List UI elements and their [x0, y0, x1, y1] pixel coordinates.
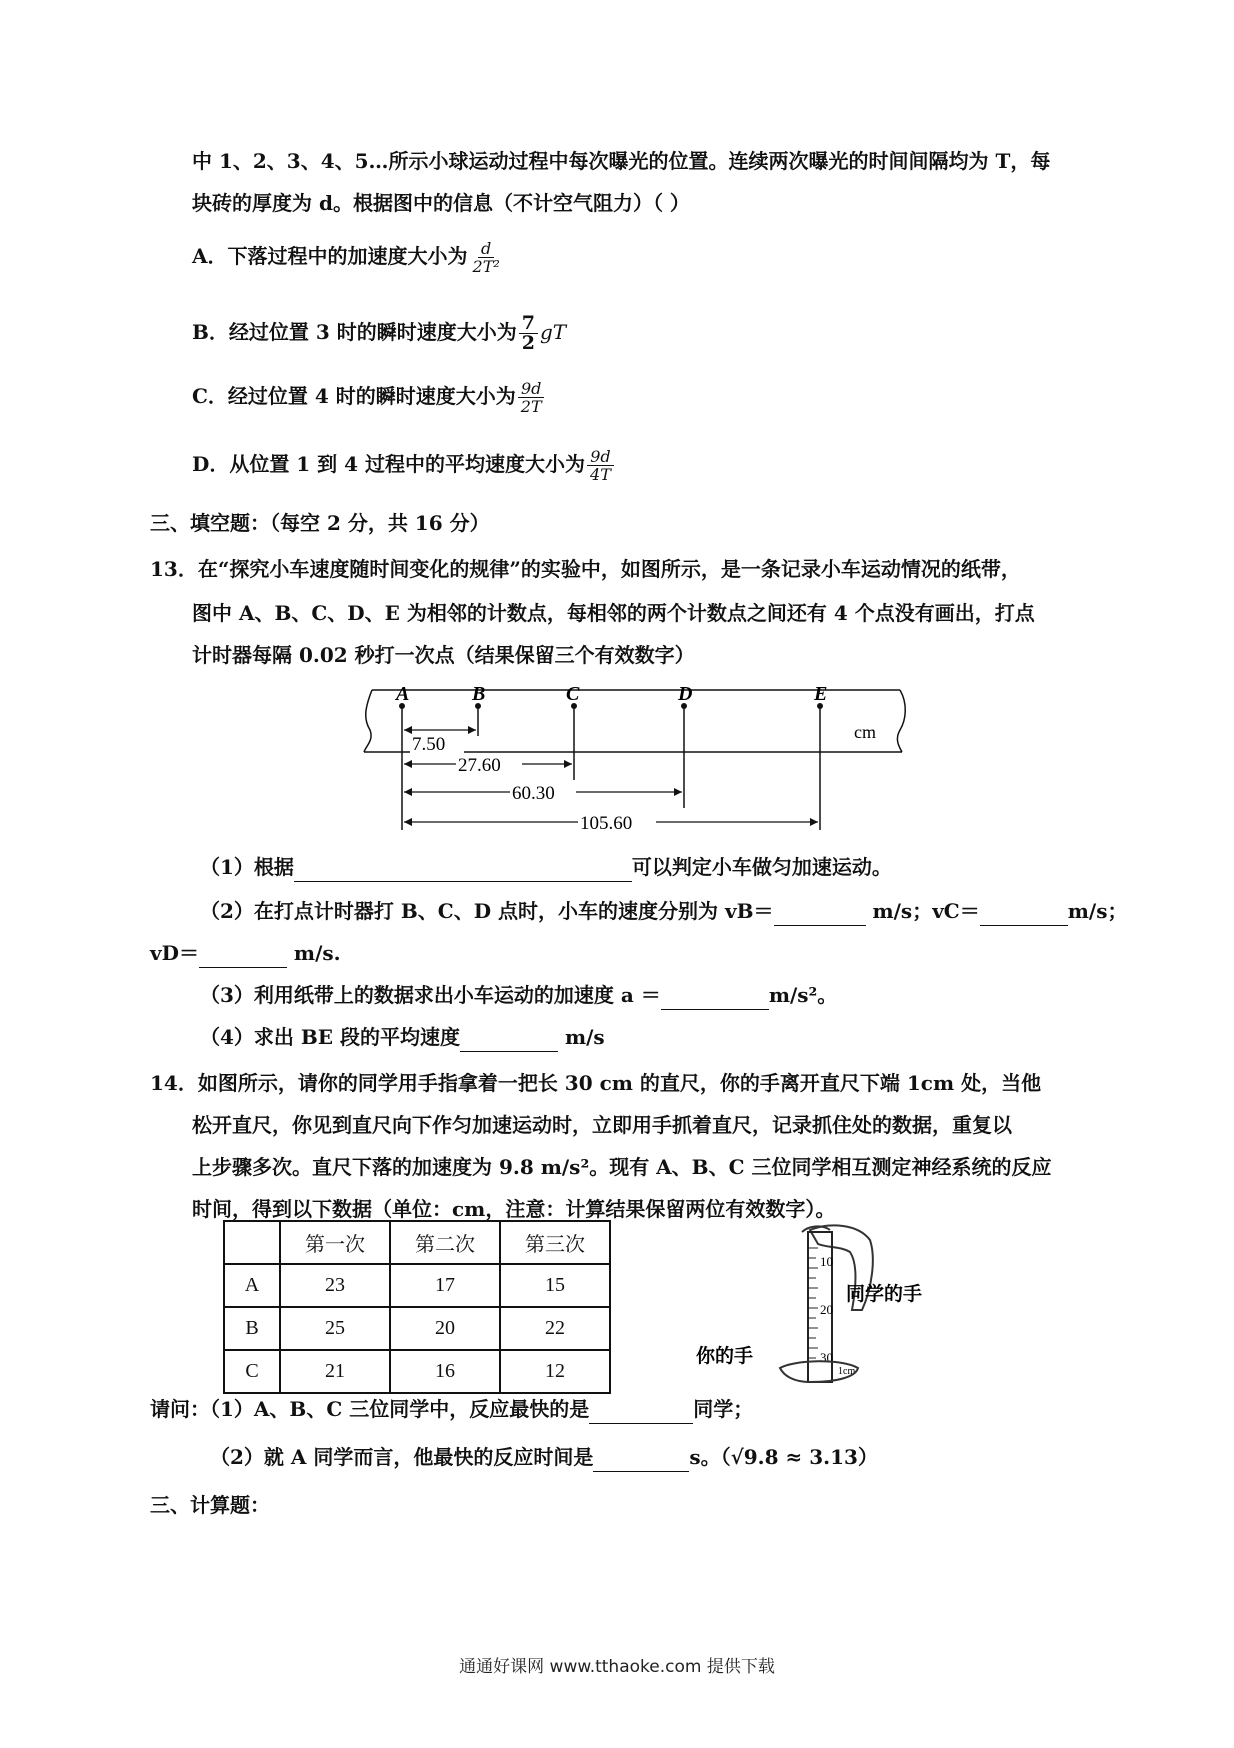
option-a-num: d — [478, 240, 494, 258]
q13-sub2-unit1: m/s；vC＝ — [865, 899, 980, 923]
be-speed-blank[interactable] — [460, 1029, 558, 1052]
q14-ask1 — [150, 1394, 753, 1424]
q14-ask1-post: 同学； — [693, 1397, 754, 1421]
page-footer: 通通好课网 www.tthaoke.com 提供下载 — [459, 1657, 775, 1677]
q14-ask1-pre: 请问：（1）A、B、C 三位同学中，反应最快的是 — [150, 1397, 590, 1421]
table-cell: 15 — [500, 1264, 610, 1307]
table-cell: 23 — [280, 1264, 390, 1307]
table-cell: 12 — [500, 1350, 610, 1393]
option-c-fraction — [518, 380, 545, 415]
section-fill-heading: 三、填空题：（每空 2 分，共 16 分） — [150, 511, 490, 535]
table-cell: 21 — [280, 1350, 390, 1393]
acceleration-blank[interactable] — [661, 987, 769, 1010]
option-c-num: 9d — [518, 380, 544, 398]
q13-sub2 — [200, 896, 1127, 926]
table-row — [224, 1350, 610, 1393]
tape-label-e: E — [814, 683, 828, 705]
q12-option-a — [192, 240, 505, 275]
option-b-fraction — [519, 314, 538, 353]
q12-line1: 中 1、2、3、4、5…所示小球运动过程中每次曝光的位置。连续两次曝光的时间间隔均为 T，每 — [192, 149, 1051, 173]
q13-sub2-unit2: m/s； — [1067, 899, 1128, 923]
table-cell: B — [224, 1307, 280, 1350]
table-header-cell: 第一次 — [280, 1221, 390, 1264]
vc-blank[interactable] — [980, 903, 1068, 926]
q13-sub1 — [200, 852, 892, 882]
option-a-text: A．下落过程中的加速度大小为 — [192, 244, 468, 268]
q13-sub2-line2 — [150, 938, 341, 968]
dist-ac: 27.60 — [458, 755, 501, 776]
q13-sub3-unit: m/s²。 — [768, 983, 838, 1007]
q13-sub4-pre: （4）求出 BE 段的平均速度 — [200, 1025, 460, 1049]
option-d-num: 9d — [587, 448, 613, 466]
tape-label-d: D — [678, 683, 693, 705]
q13-sub4-unit: m/s — [558, 1025, 605, 1049]
q13-sub2-pre: （2）在打点计时器打 B、C、D 点时，小车的速度分别为 vB＝ — [200, 899, 774, 923]
q13-sub1-pre: （1）根据 — [200, 855, 294, 879]
table-cell: 25 — [280, 1307, 390, 1350]
ruler-tick-10: 10 — [820, 1254, 833, 1269]
table-cell: 17 — [390, 1264, 500, 1307]
table-cell: C — [224, 1350, 280, 1393]
q13-sub4 — [200, 1022, 605, 1052]
ruler-hand-figure — [690, 1218, 940, 1388]
option-b-den: 2 — [521, 332, 535, 354]
vd-label: vD＝ — [150, 941, 199, 965]
q13-line1: 13．在“探究小车速度随时间变化的规律”的实验中，如图所示，是一条记录小车运动情况的纸带， — [150, 557, 1021, 581]
q14-ask2-post: s。（√9.8 ≈ 3.13） — [689, 1445, 878, 1469]
dist-ae: 105.60 — [580, 813, 633, 834]
option-b-tail: gT — [539, 320, 567, 344]
q12-line2: 块砖的厚度为 d。根据图中的信息（不计空气阻力）（ ） — [192, 191, 690, 215]
reaction-time-blank[interactable] — [593, 1449, 689, 1472]
option-b-num: 7 — [519, 314, 538, 334]
option-c-den: 2T — [520, 397, 542, 416]
q12-option-d — [192, 448, 616, 483]
your-hand-label: 你的手 — [696, 1345, 754, 1367]
option-d-fraction — [587, 448, 614, 483]
table-header-cell: 第三次 — [500, 1221, 610, 1264]
ruler-tick-20: 20 — [820, 1302, 833, 1317]
table-cell: 20 — [390, 1307, 500, 1350]
tape-left-edge — [364, 690, 372, 752]
dist-ad: 60.30 — [512, 783, 555, 804]
paper-tape-figure — [360, 680, 920, 840]
ruler-tick-30: 30 — [820, 1350, 833, 1365]
option-d-den: 4T — [590, 465, 611, 484]
table-cell: 22 — [500, 1307, 610, 1350]
q13-sub3-pre: （3）利用纸带上的数据求出小车运动的加速度 a ＝ — [200, 983, 661, 1007]
q13-sub1-blank[interactable] — [294, 859, 632, 882]
q14-line1: 14．如图所示，请你的同学用手指拿着一把长 30 cm 的直尺，你的手离开直尺下端 1cm 处，当他 — [150, 1071, 1042, 1095]
q13-sub1-post: 可以判定小车做匀加速运动。 — [631, 855, 892, 879]
option-d-text: D．从位置 1 到 4 过程中的平均速度大小为 — [192, 452, 586, 476]
table-cell: A — [224, 1264, 280, 1307]
fastest-student-blank[interactable] — [589, 1401, 693, 1424]
q12-option-c — [192, 380, 547, 415]
option-a-fraction — [470, 240, 503, 275]
tape-right-edge — [897, 690, 905, 752]
table-row — [224, 1264, 610, 1307]
q14-line2: 松开直尺，你见到直尺向下作匀加速运动时，立即用手抓着直尺，记录抓住处的数据，重复以 — [192, 1113, 1012, 1137]
q13-line2: 图中 A、B、C、D、E 为相邻的计数点，每相邻的两个计数点之间还有 4 个点没有画出，打点 — [192, 601, 1035, 625]
table-header-row — [224, 1221, 610, 1264]
section-calc-heading: 三、计算题： — [150, 1493, 270, 1517]
q13-sub3 — [200, 980, 837, 1010]
dist-ab: 7.50 — [412, 734, 446, 755]
table-header-cell — [224, 1221, 280, 1264]
q14-line4: 时间，得到以下数据（单位：cm，注意：计算结果保留两位有效数字）。 — [192, 1197, 836, 1221]
option-b-text: B．经过位置 3 时的瞬时速度大小为 — [192, 320, 517, 344]
q14-ask2-pre: （2）就 A 同学而言，他最快的反应时间是 — [210, 1445, 594, 1469]
table-row — [224, 1307, 610, 1350]
tape-unit: cm — [854, 722, 876, 742]
option-a-den: 2T² — [472, 257, 500, 276]
reaction-data-table — [223, 1220, 611, 1394]
q12-option-b — [192, 314, 566, 353]
vd-blank[interactable] — [199, 945, 287, 968]
q13-line3: 计时器每隔 0.02 秒打一次点（结果保留三个有效数字） — [192, 643, 695, 667]
option-c-text: C．经过位置 4 时的瞬时速度大小为 — [192, 384, 516, 408]
tape-label-a: A — [396, 683, 410, 705]
tape-label-c: C — [566, 683, 580, 705]
ruler-small-label: 1cm — [838, 1366, 856, 1377]
vb-blank[interactable] — [774, 903, 866, 926]
table-header-cell: 第二次 — [390, 1221, 500, 1264]
table-cell: 16 — [390, 1350, 500, 1393]
classmate-hand-label: 同学的手 — [846, 1283, 923, 1305]
tape-label-b: B — [472, 683, 486, 705]
vd-unit: m/s. — [286, 941, 341, 965]
q14-line3: 上步骤多次。直尺下落的加速度为 9.8 m/s²。现有 A、B、C 三位同学相互测定神经系统的反应 — [192, 1155, 1052, 1179]
q14-ask2 — [210, 1442, 878, 1472]
